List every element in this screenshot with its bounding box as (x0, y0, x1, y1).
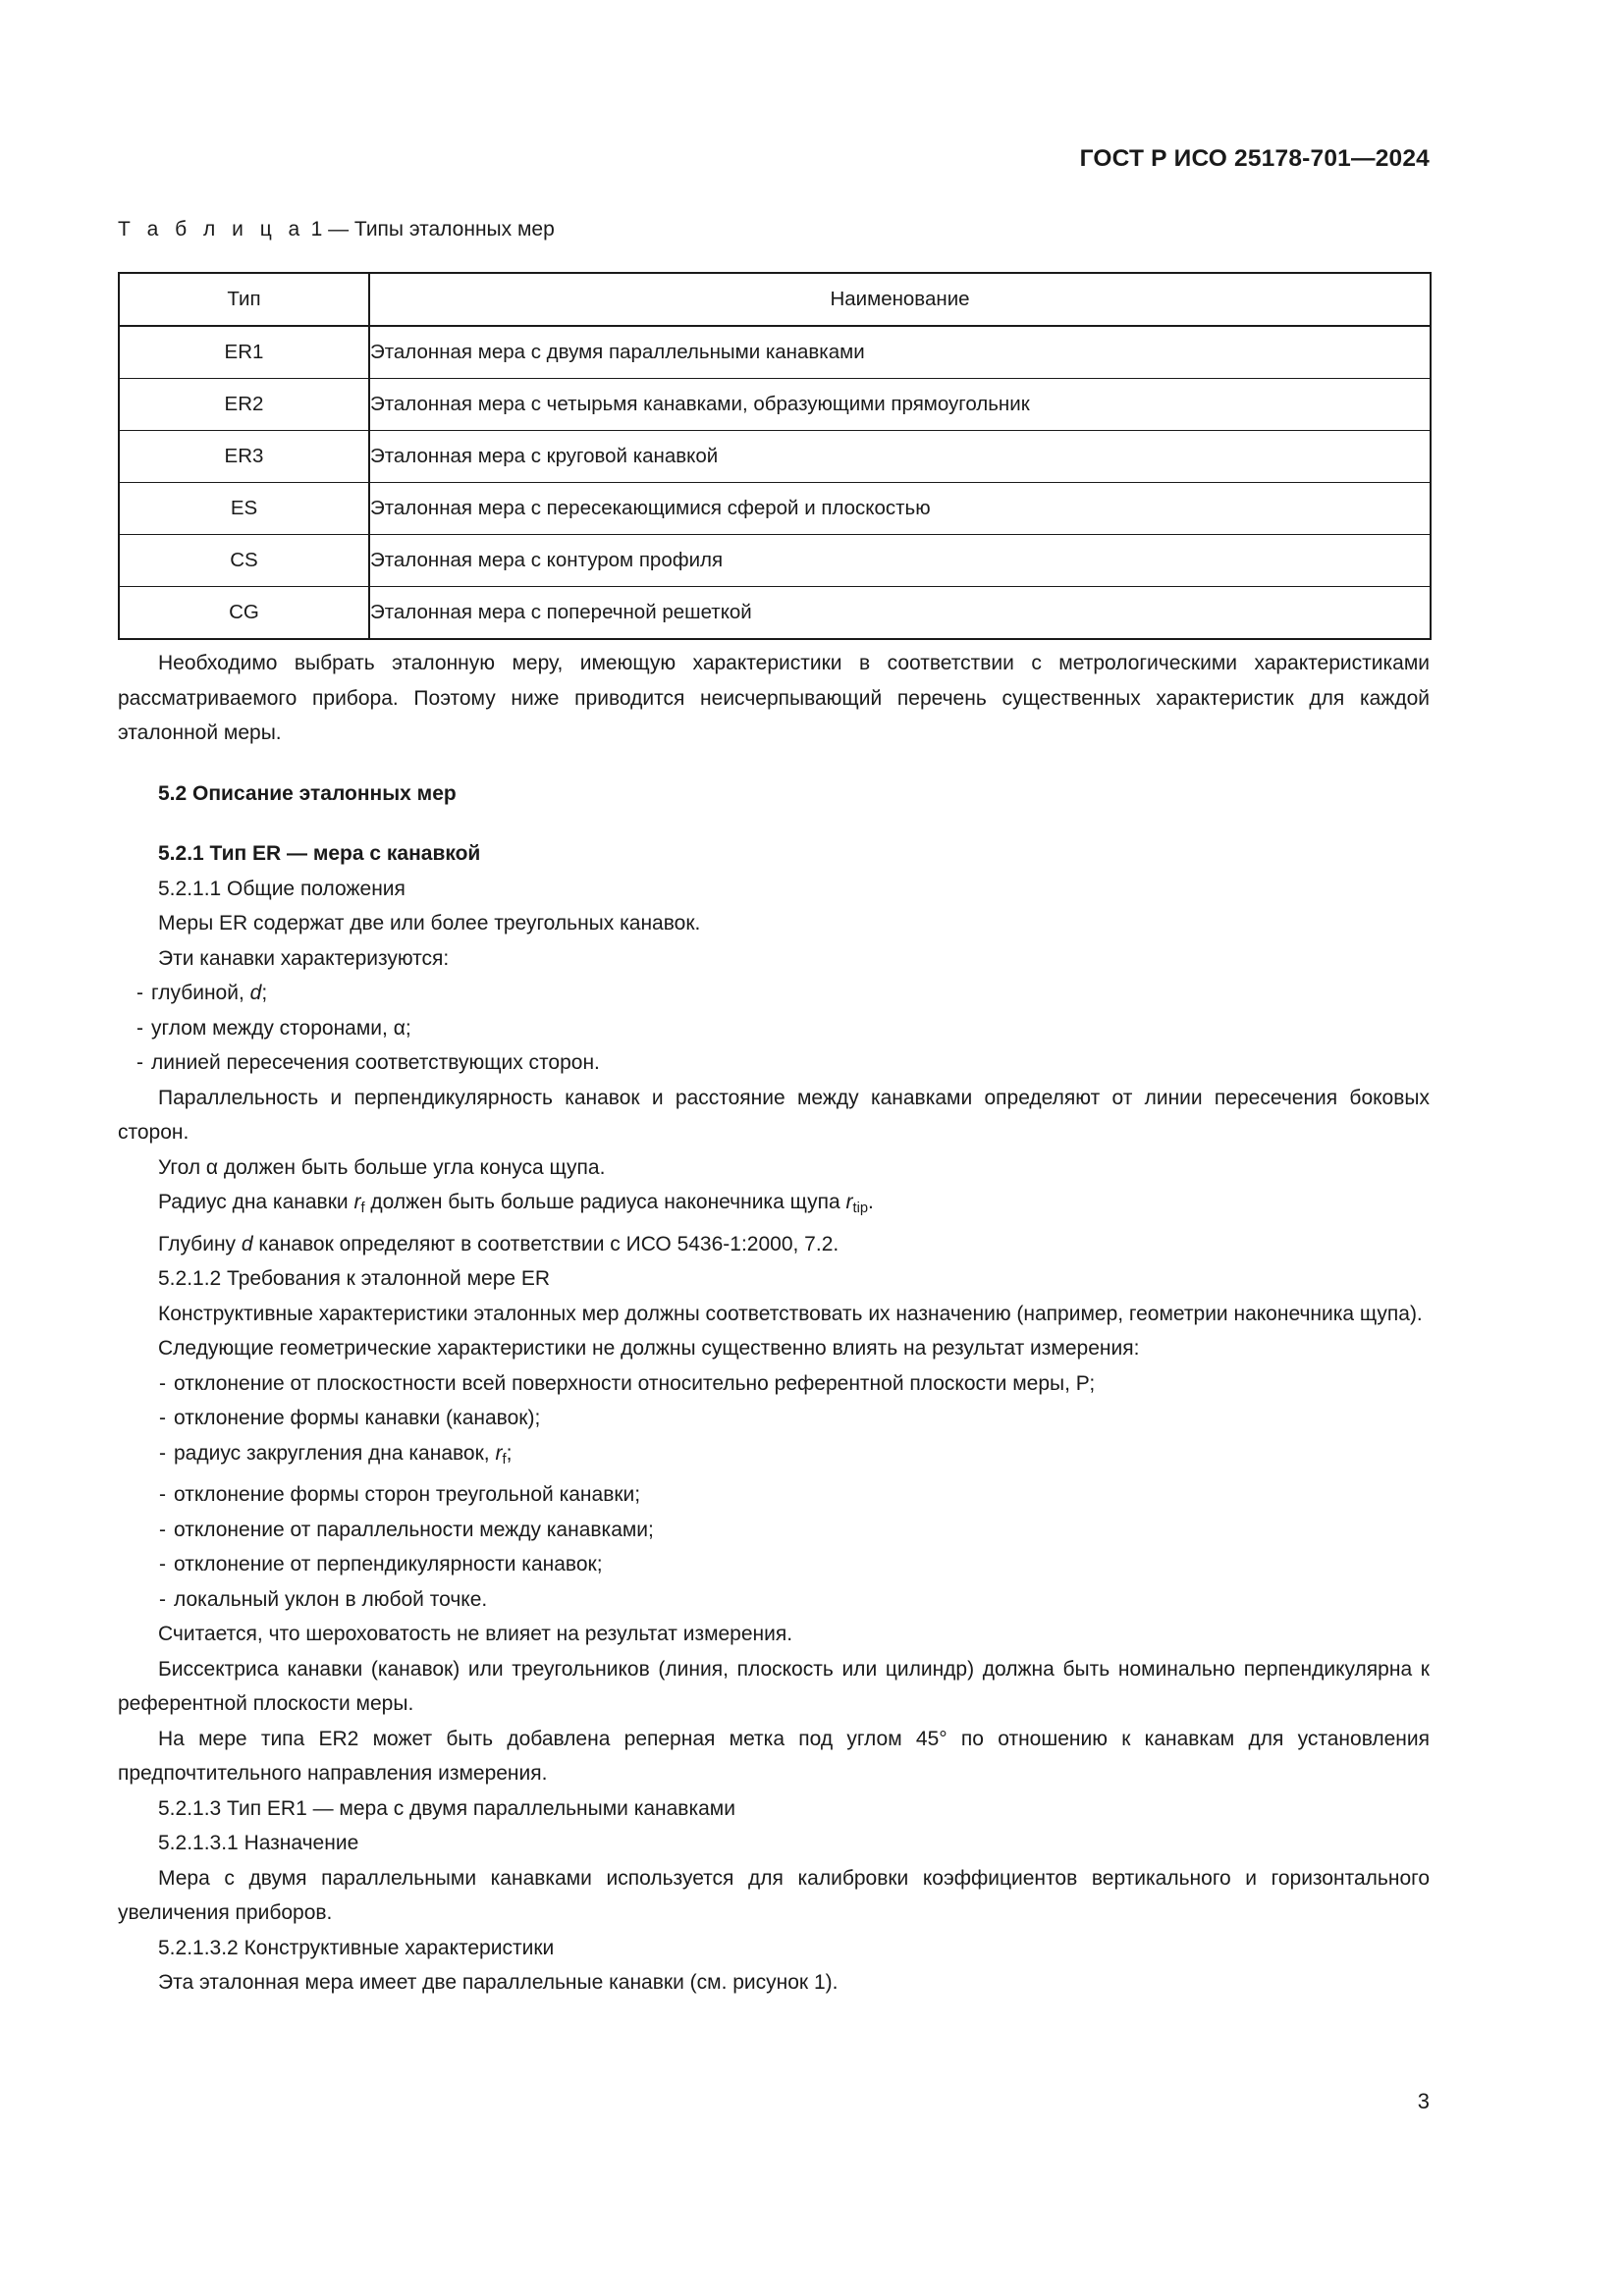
list-item-text: отклонение от плоскостности всей поверхности относительно референтной плоскости меры, Р; (174, 1371, 1096, 1395)
dash-bullet: - (159, 1371, 166, 1395)
table-row (119, 483, 1431, 535)
subscript-tip: tip (852, 1201, 869, 1217)
list-item-text: отклонение формы сторон треугольной канавки; (174, 1483, 641, 1507)
geometric-characteristics-list (118, 1366, 1430, 1618)
cell-type: ER1 (119, 326, 369, 379)
cell-type: CS (119, 535, 369, 587)
heading-5-2-1: 5.2.1 Тип ER — мера с канавкой (158, 842, 481, 865)
heading-5-2-1-1: 5.2.1.1 Общие положения (158, 877, 406, 900)
cell-name: Эталонная мера с четырьмя канавками, образующими прямоугольник (369, 379, 1431, 431)
list-item-suffix: ; (506, 1441, 513, 1465)
paragraph-er2-reference-mark: На мере типа ER2 может быть добавлена реперная метка под углом 45° по отношению к канавкам для установления предпочтительного направления измерения. (118, 1727, 1430, 1786)
list-item (118, 1011, 1430, 1046)
variable-d: d (249, 982, 262, 1004)
dash-bullet: - (159, 1407, 166, 1430)
cell-type: ER3 (119, 431, 369, 483)
document-header-standard-number: ГОСТ Р ИСО 25178-701—2024 (1079, 145, 1430, 172)
list-item-text: глубиной, (151, 982, 250, 1004)
variable-r-f: r (353, 1191, 361, 1213)
table-caption (118, 218, 555, 241)
cell-type: CG (119, 587, 369, 640)
heading-5-2-1-3: 5.2.1.3 Тип ER1 — мера с двумя параллельными канавками (158, 1796, 735, 1820)
cell-name: Эталонная мера с контуром профиля (369, 535, 1431, 587)
list-item-text: отклонение от перпендикулярности канавок; (174, 1553, 603, 1576)
column-header-name: Наименование (369, 273, 1431, 326)
list-item (118, 1477, 1430, 1513)
list-item (118, 1513, 1430, 1548)
paragraph-angle-alpha: Угол α должен быть больше угла конуса щупа. (158, 1155, 606, 1179)
table-caption-label: Т а б л и ц а (118, 218, 305, 240)
list-item (118, 976, 1430, 1011)
reference-measures-table (118, 272, 1432, 640)
list-item (118, 1547, 1430, 1582)
page-number: 3 (1417, 2089, 1430, 2113)
list-item-suffix: ; (261, 982, 268, 1004)
variable-r-tip: r (845, 1191, 853, 1213)
depth-text-before: Глубину (158, 1232, 242, 1255)
subscript-f: f (502, 1451, 507, 1468)
heading-5-2: 5.2 Описание эталонных мер (158, 781, 457, 805)
heading-5-2-1-3-1: 5.2.1.3.1 Назначение (158, 1832, 359, 1855)
cell-name: Эталонная мера с пересекающимися сферой и плоскостью (369, 483, 1431, 535)
radius-text-middle: должен быть больше радиуса наконечника щупа (364, 1191, 846, 1213)
cell-type: ER2 (119, 379, 369, 431)
table-header-row (119, 273, 1431, 326)
list-item (118, 1401, 1430, 1436)
paragraph-roughness: Считается, что шероховатость не влияет на результат измерения. (158, 1623, 793, 1646)
paragraph-groove-depth (118, 1227, 1430, 1262)
depth-text-after: канавок определяют в соответствии с ИСО 5436-1:2000, 7.2. (252, 1232, 839, 1255)
radius-text-before: Радиус дна канавки (158, 1191, 354, 1213)
table-row (119, 587, 1431, 640)
dash-bullet: - (159, 1483, 166, 1507)
list-item-text: отклонение формы канавки (канавок); (174, 1407, 541, 1430)
paragraph-characterized-by: Эти канавки характеризуются: (158, 946, 450, 970)
heading-5-2-1-2: 5.2.1.2 Требования к эталонной мере ER (158, 1267, 551, 1291)
paragraph-parallelism: Параллельность и перпендикулярность канавок и расстояние между канавками определяют от линии пересечения боковых сторон. (118, 1086, 1430, 1144)
list-item-text: радиус закругления дна канавок, (174, 1441, 496, 1465)
variable-r-f: r (495, 1441, 503, 1465)
dash-bullet: - (136, 1051, 143, 1074)
list-item (118, 1436, 1430, 1478)
dash-bullet: - (159, 1518, 166, 1541)
body-text-region (118, 646, 1430, 2001)
list-item-text: отклонение от параллельности между канавками; (174, 1518, 654, 1541)
table-row (119, 535, 1431, 587)
paragraph-geometric-characteristics: Следующие геометрические характеристики не должны существенно влиять на результат измерения: (158, 1337, 1140, 1361)
list-item (118, 1366, 1430, 1402)
cell-name: Эталонная мера с двумя параллельными канавками (369, 326, 1431, 379)
list-item-text: линией пересечения соответствующих сторон. (151, 1051, 600, 1074)
paragraph-bisector: Биссектриса канавки (канавок) или треугольников (линия, плоскость или цилиндр) должна быть номинально перпендикулярна к референтной плоскости меры. (118, 1657, 1430, 1716)
dash-bullet: - (159, 1441, 166, 1465)
cell-type: ES (119, 483, 369, 535)
table-row (119, 379, 1431, 431)
variable-d: d (241, 1232, 253, 1255)
column-header-type: Тип (119, 273, 369, 326)
list-item-text: локальный уклон в любой точке. (174, 1587, 488, 1611)
table-caption-title: 1 — Типы эталонных мер (310, 218, 555, 240)
paragraph-er-contains: Меры ER содержат две или более треугольных канавок. (158, 912, 701, 934)
heading-5-2-1-3-2: 5.2.1.3.2 Конструктивные характеристики (158, 1936, 555, 1959)
list-item (118, 1582, 1430, 1618)
list-item (118, 1045, 1430, 1081)
list-item-text: углом между сторонами, α; (151, 1016, 411, 1040)
dash-bullet: - (159, 1553, 166, 1576)
paragraph-groove-radius (118, 1185, 1430, 1227)
dash-bullet: - (159, 1587, 166, 1611)
paragraph-purpose: Мера с двумя параллельными канавками используется для калибровки коэффициентов вертикального и горизонтального увеличения приборов. (118, 1866, 1430, 1925)
dash-bullet: - (136, 1016, 143, 1040)
table-row (119, 326, 1431, 379)
paragraph-intro: Необходимо выбрать эталонную меру, имеющую характеристики в соответствии с метрологическими характеристиками рассматриваемого прибора. Поэтому ниже приводится неисчерпывающий перечень существенных характеристик для каждой эталонной меры. (118, 652, 1430, 744)
table-row (119, 431, 1431, 483)
subscript-f: f (360, 1201, 365, 1217)
cell-name: Эталонная мера с круговой канавкой (369, 431, 1431, 483)
paragraph-design-characteristics: Конструктивные характеристики эталонных мер должны соответствовать их назначению (например, геометрии наконечника щупа). (158, 1302, 1423, 1325)
characteristics-list (118, 976, 1430, 1081)
paragraph-design-features: Эта эталонная мера имеет две параллельные канавки (см. рисунок 1). (158, 1971, 839, 1995)
dash-bullet: - (136, 982, 143, 1004)
table-head (119, 273, 1431, 326)
table-body (119, 326, 1431, 639)
radius-text-end: . (868, 1191, 874, 1213)
cell-name: Эталонная мера с поперечной решеткой (369, 587, 1431, 640)
